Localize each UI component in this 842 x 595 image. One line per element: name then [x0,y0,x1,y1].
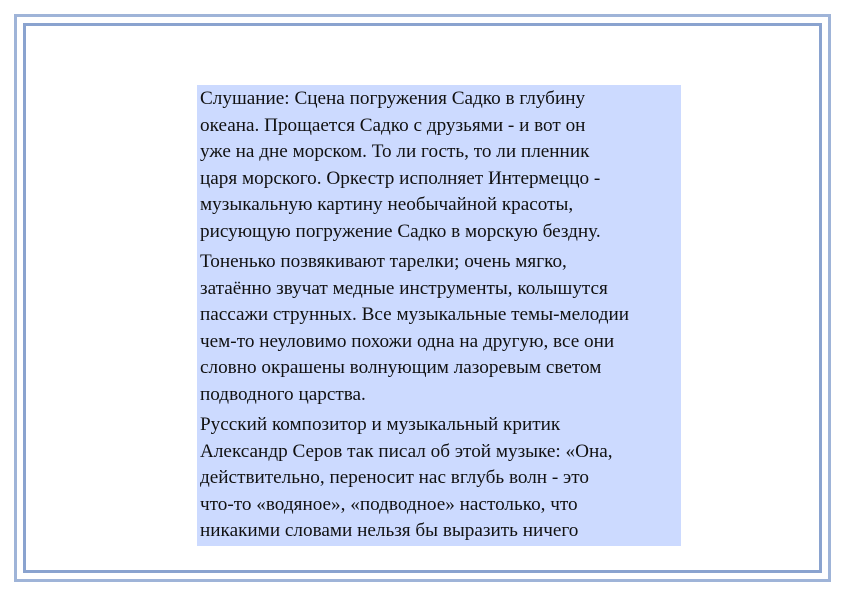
text-line: океана. Прощается Садко с друзьями - и вот он [200,114,586,136]
text-line: никакими словами нельзя бы выразить ничего [200,520,579,541]
text-line: пассажи струнных. Все музыкальные темы-мелодии [200,304,630,325]
text-line: действительно, переносит нас вглубь волн - это [200,467,589,488]
text-line: музыкальную картину необычайной красоты, [200,194,574,215]
paragraph-2 [200,249,678,408]
text-line: уже на дне морском. То ли гость, то ли пленник [200,141,590,162]
text-line: словно окрашены волнующим лазоревым светом [200,357,602,378]
paragraph-1 [200,86,678,245]
text-block [197,85,681,546]
paragraph-3 [200,412,678,545]
text-line: подводного царства. [200,383,366,405]
text-line: затаённо звучат медные инструменты, колышутся [200,277,608,299]
text-line: что-то «водяное», «подводное» настолько, что [200,493,578,515]
text-line: рисующую погружение Садко в морскую бездну. [200,220,601,242]
text-line: Русский композитор и музыкальный критик [200,414,561,435]
text-line: Александр Серов так писал об этой музыке: «Она, [200,440,613,462]
text-line: Слушание: Сцена погружения Садко в глубину [200,88,586,109]
text-line: царя морского. Оркестр исполняет Интермеццо - [200,167,601,189]
text-line: Тоненько позвякивают тарелки; очень мягко, [200,251,567,272]
text-line: чем-то неуловимо похожи одна на другую, все они [200,330,615,352]
